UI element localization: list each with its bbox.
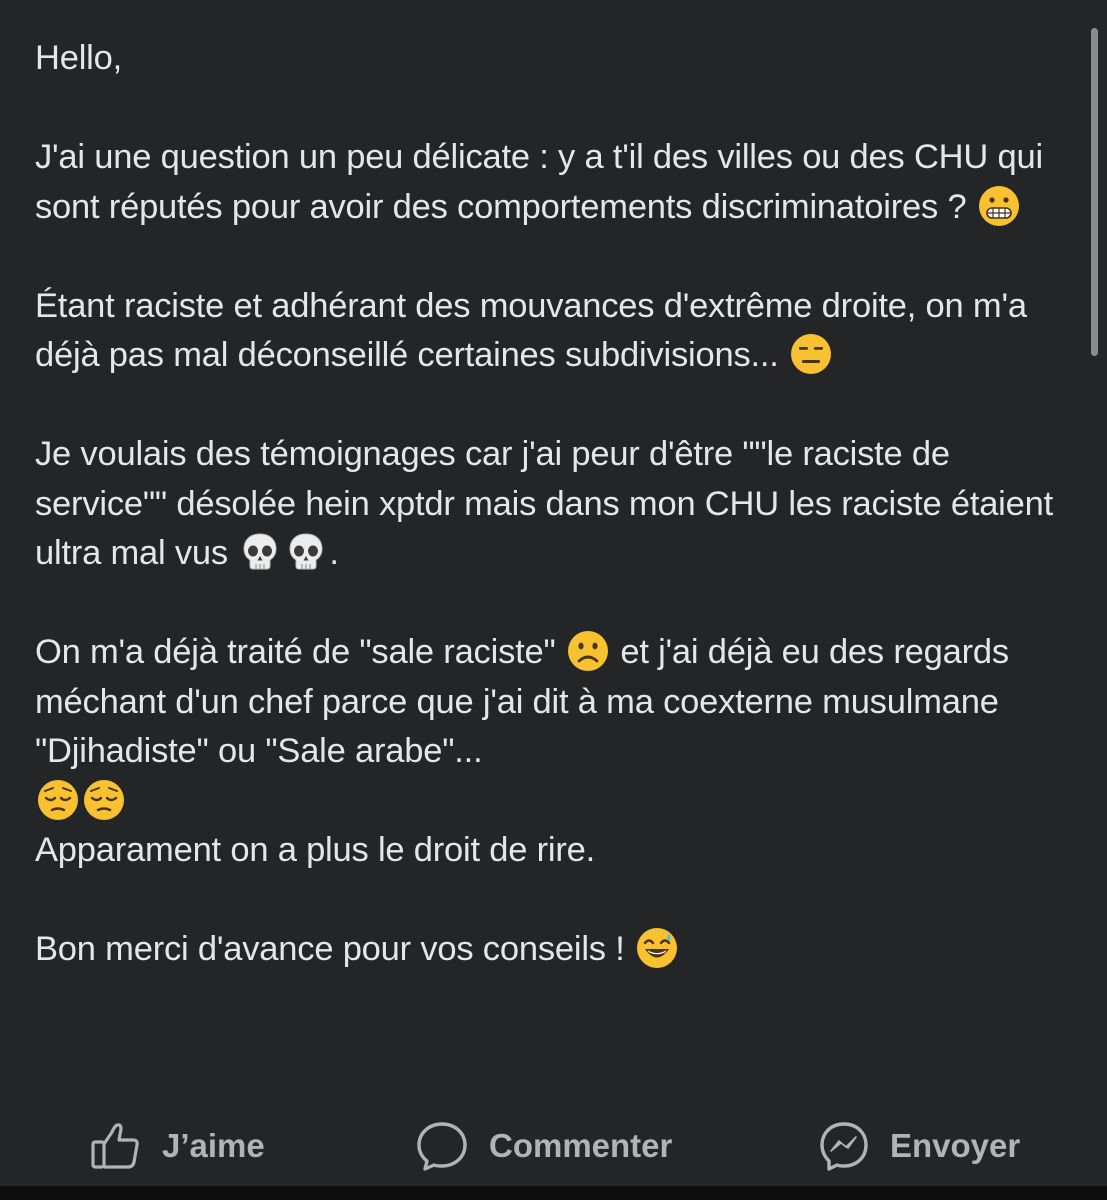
frowning-face-icon — [566, 629, 610, 673]
post-paragraph — [35, 282, 1075, 381]
like-button[interactable] — [90, 1108, 265, 1184]
post-text: On m'a déjà traité de "sale raciste" — [35, 633, 556, 671]
post-text: J'ai une question un peu délicate : y a t'il des villes ou des CHU qui sont réputés pour avoir des comportements discriminatoires ? — [35, 138, 1053, 226]
post-text: . — [329, 534, 339, 572]
post-paragraph — [35, 628, 1075, 826]
post-body — [35, 34, 1075, 1024]
post-text: Étant raciste et adhérant des mouvances d'extrême droite, on m'a déjà pas mal déconseillé certaines subdivisions... — [35, 286, 1037, 374]
bottom-edge — [0, 1186, 1107, 1200]
scrollbar[interactable] — [1091, 28, 1098, 356]
post-paragraph — [35, 430, 1075, 579]
post-paragraph: Apparament on a plus le droit de rire. — [35, 831, 596, 869]
post-greeting: Hello, — [35, 39, 123, 77]
skull-icon — [238, 530, 282, 574]
comment-button[interactable] — [415, 1108, 672, 1184]
comment-bubble-icon — [415, 1120, 469, 1172]
skull-icon — [284, 530, 328, 574]
post-text: Je voulais des témoignages car j'ai peur d'être ""le raciste de service"" désolée hein xptdr mais dans mon CHU les raciste étaient ultra mal vus — [35, 435, 1063, 572]
pensive-face-icon — [82, 778, 126, 822]
like-label: J’aime — [162, 1127, 265, 1164]
messenger-icon — [818, 1120, 870, 1172]
grinning-sweat-face-icon — [635, 926, 679, 970]
expressionless-face-icon — [789, 332, 833, 376]
grimacing-face-icon — [977, 184, 1021, 228]
send-label: Envoyer — [890, 1127, 1021, 1164]
pensive-face-icon — [36, 778, 80, 822]
post-paragraph — [35, 133, 1075, 232]
post-paragraph — [35, 925, 1075, 975]
comment-label: Commenter — [489, 1127, 673, 1164]
thumbs-up-icon — [90, 1120, 142, 1172]
post-text: et j'ai déjà eu des regards méchant d'un chef parce que j'ai dit à ma coexterne musulmane "Djihadiste" ou "Sale arabe"... — [35, 633, 1019, 770]
post-action-bar — [0, 1108, 1107, 1184]
send-button[interactable] — [818, 1108, 1020, 1184]
post-text: Bon merci d'avance pour vos conseils ! — [35, 930, 625, 968]
